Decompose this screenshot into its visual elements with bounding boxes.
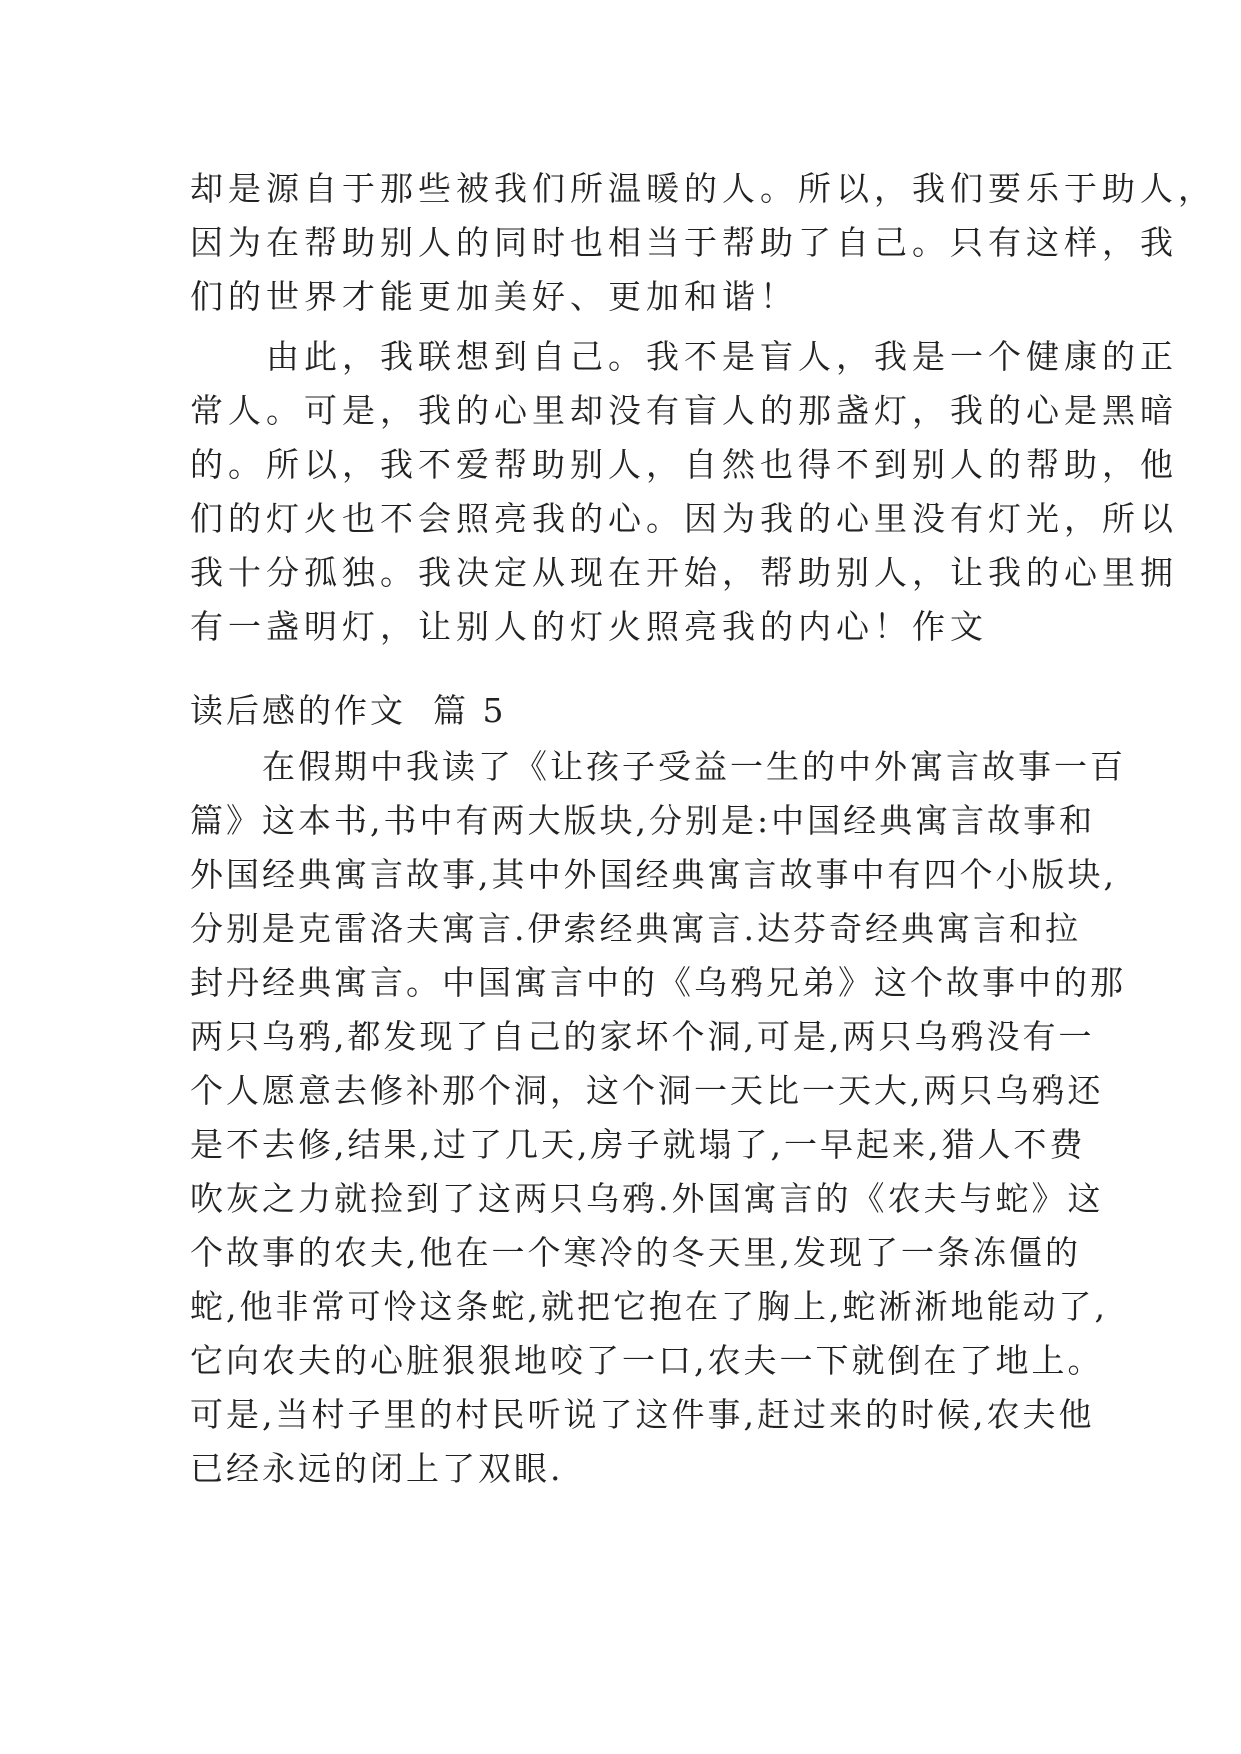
text-line: 在假期中我读了《让孩子受益一生的中外寓言故事一百 (190, 747, 1126, 786)
paragraph-2 (190, 330, 1178, 654)
text-line: 分别是克雷洛夫寓言.伊索经典寓言.达芬奇经典寓言和拉 (190, 909, 1081, 948)
text-line: 可是,当村子里的村民听说了这件事,赶过来的时候,农夫他 (190, 1395, 1095, 1434)
text-line: 们的灯火也不会照亮我的心。因为我的心里没有灯光，所以 (190, 499, 1178, 538)
paragraph-3 (190, 740, 1126, 1496)
section-heading: 读后感的作文 篇 5 (190, 691, 507, 730)
text-line: 由此，我联想到自己。我不是盲人，我是一个健康的正 (190, 337, 1178, 376)
text-line: 个人愿意去修补那个洞，这个洞一天比一天大,两只乌鸦还 (190, 1071, 1104, 1110)
text-line: 有一盏明灯，让别人的灯火照亮我的内心！作文 (190, 607, 988, 646)
text-line: 因为在帮助别人的同时也相当于帮助了自己。只有这样，我 (190, 223, 1178, 262)
text-line: 它向农夫的心脏狠狠地咬了一口,农夫一下就倒在了地上。 (190, 1341, 1104, 1380)
text-line: 两只乌鸦,都发现了自己的家坏个洞,可是,两只乌鸦没有一 (190, 1017, 1095, 1056)
text-line: 却是源自于那些被我们所温暖的人。所以，我们要乐于助人， (190, 169, 1216, 208)
text-line: 常人。可是，我的心里却没有盲人的那盏灯，我的心是黑暗 (190, 391, 1178, 430)
text-line: 蛇,他非常可怜这条蛇,就把它抱在了胸上,蛇淅淅地能动了, (190, 1287, 1108, 1326)
text-line: 外国经典寓言故事,其中外国经典寓言故事中有四个小版块, (190, 855, 1117, 894)
text-line: 篇》这本书,书中有两大版块,分别是:中国经典寓言故事和 (190, 801, 1096, 840)
paragraph-1 (190, 162, 1216, 324)
text-line: 已经永远的闭上了双眼. (190, 1449, 564, 1488)
text-line: 的。所以，我不爱帮助别人，自然也得不到别人的帮助，他 (190, 445, 1178, 484)
text-line: 们的世界才能更加美好、更加和谐！ (190, 277, 798, 316)
text-line: 是不去修,结果,过了几天,房子就塌了,一早起来,猎人不费 (190, 1125, 1086, 1164)
text-line: 我十分孤独。我决定从现在开始，帮助别人，让我的心里拥 (190, 553, 1178, 592)
text-line: 吹灰之力就捡到了这两只乌鸦.外国寓言的《农夫与蛇》这 (190, 1179, 1104, 1218)
text-line: 个故事的农夫,他在一个寒冷的冬天里,发现了一条冻僵的 (190, 1233, 1081, 1272)
text-line: 封丹经典寓言。中国寓言中的《乌鸦兄弟》这个故事中的那 (190, 963, 1126, 1002)
